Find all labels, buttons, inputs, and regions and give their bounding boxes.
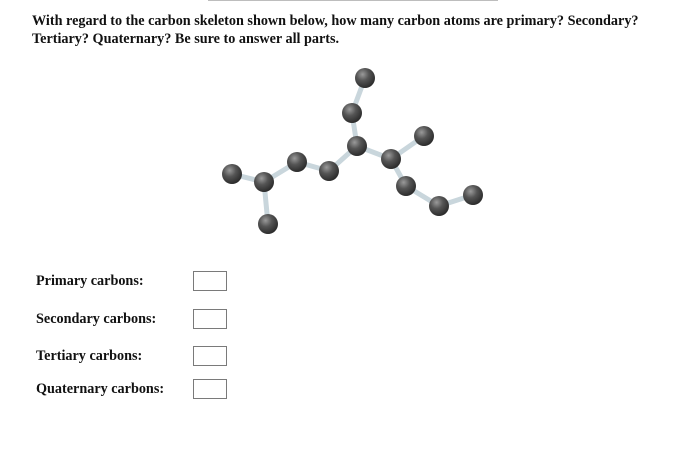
carbon-atom [414,126,434,146]
carbon-atom [222,164,242,184]
carbon-atom [254,172,274,192]
carbon-atom [381,149,401,169]
tertiary-carbons-input[interactable] [193,346,227,366]
carbon-atom [342,103,362,123]
carbon-atom [287,152,307,172]
carbon-atom [347,136,367,156]
carbon-atom [396,176,416,196]
carbon-atom [429,196,449,216]
tertiary-carbons-label: Tertiary carbons: [36,348,143,364]
primary-carbons-input[interactable] [193,271,227,291]
quaternary-carbons-input[interactable] [193,379,227,399]
quaternary-carbons-label: Quaternary carbons: [36,381,165,397]
primary-carbons-label: Primary carbons: [36,273,144,289]
secondary-carbons-label: Secondary carbons: [36,311,157,327]
carbon-atom [258,214,278,234]
question-text: With regard to the carbon skeleton shown below, how many carbon atoms are primary? Secondary? Tertiary? Quaternary? Be sure to answer all parts. [32,13,639,47]
secondary-carbons-input[interactable] [193,309,227,329]
carbon-atom [319,161,339,181]
carbon-atom [355,68,375,88]
carbon-atom [463,185,483,205]
atoms [222,68,483,234]
